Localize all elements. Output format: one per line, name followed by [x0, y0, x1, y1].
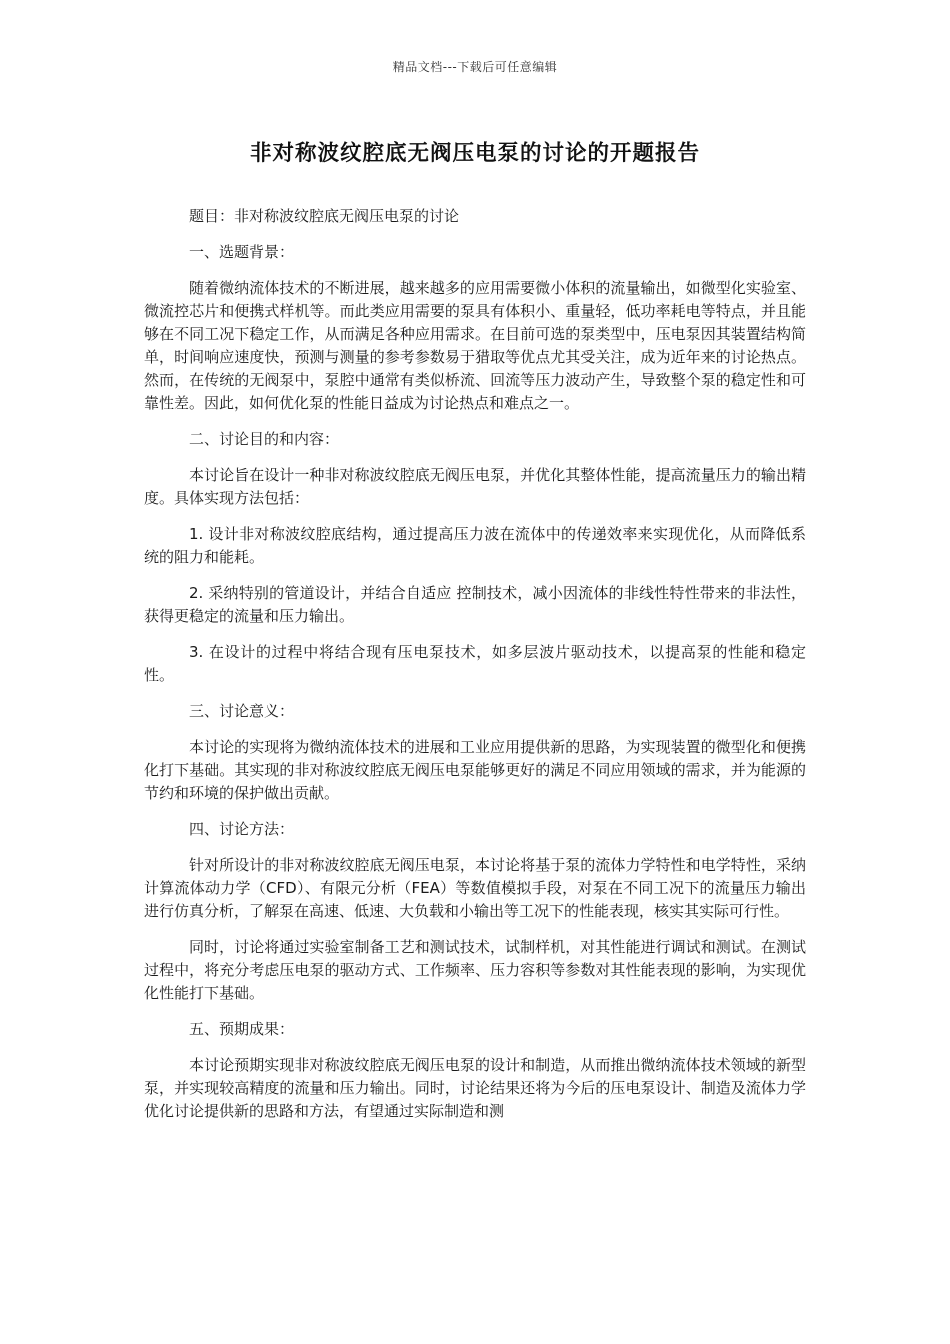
paragraph-background: 随着微纳流体技术的不断进展，越来越多的应用需要微小体积的流量输出，如微型化实验室、微流控芯片和便携式样机等。而此类应用需要的泵具有体积小、重量轻，低功率耗电等特点，并且能够在不同工况下稳定工作，从而满足各种应用需求。在目前可选的泵类型中，压电泵因其装置结构简单，时间响应速度快，预测与测量的参考参数易于猎取等优点尤其受关注，成为近年来的讨论热点。然而，在传统的无阀泵中，泵腔中通常有类似桥流、回流等压力波动产生，导致整个泵的稳定性和可靠性差。因此，如何优化泵的性能日益成为讨论热点和难点之一。 — [144, 279, 806, 412]
paragraph-methods-2: 同时，讨论将通过实验室制备工艺和测试技术，试制样机，对其性能进行调试和测试。在测试过程中，将充分考虑压电泵的驱动方式、工作频率、压力容积等参数对其性能表现的影响，为实现优化性能打下基础。 — [144, 938, 806, 1002]
section-heading-background: 一、选题背景： — [189, 243, 295, 261]
list-item-3: 3. 在设计的过程中将结合现有压电泵技术，如多层波片驱动技术，以提高泵的性能和稳定性。 — [144, 643, 806, 684]
topic-line: 题目：非对称波纹腔底无阀压电泵的讨论 — [189, 207, 460, 225]
paragraph-outcomes: 本讨论预期实现非对称波纹腔底无阀压电泵的设计和制造，从而推出微纳流体技术领域的新型泵，并实现较高精度的流量和压力输出。同时，讨论结果还将为今后的压电泵设计、制造及流体力学优化讨论提供新的思路和方法，有望通过实际制造和测 — [144, 1056, 806, 1120]
section-heading-purpose: 二、讨论目的和内容： — [189, 430, 340, 448]
list-item-1: 1. 设计非对称波纹腔底结构，通过提高压力波在流体中的传递效率来实现优化，从而降低系统的阻力和能耗。 — [144, 525, 806, 566]
section-heading-significance: 三、讨论意义： — [189, 702, 295, 720]
document-body — [144, 205, 806, 1136]
list-item-2: 2. 采纳特别的管道设计，并结合自适应 控制技术，减小因流体的非线性特性带来的非法性，获得更稳定的流量和压力输出。 — [144, 584, 806, 625]
document-title: 非对称波纹腔底无阀压电泵的讨论的开题报告 — [249, 141, 700, 166]
paragraph-significance: 本讨论的实现将为微纳流体技术的进展和工业应用提供新的思路，为实现装置的微型化和便携化打下基础。其实现的非对称波纹腔底无阀压电泵能够更好的满足不同应用领域的需求，并为能源的节约和环境的保护做出贡献。 — [144, 738, 806, 802]
section-heading-methods: 四、讨论方法： — [189, 820, 295, 838]
paragraph-methods-1: 针对所设计的非对称波纹腔底无阀压电泵，本讨论将基于泵的流体力学特性和电学特性，采纳计算流体动力学（CFD）、有限元分析（FEA）等数值模拟手段，对泵在不同工况下的流量压力输出进行仿真分析，了解泵在高速、低速、大负载和小输出等工况下的性能表现，核实其实际可行性。 — [144, 856, 806, 920]
paragraph-purpose: 本讨论旨在设计一种非对称波纹腔底无阀压电泵，并优化其整体性能，提高流量压力的输出精度。具体实现方法包括： — [144, 466, 806, 507]
header-note: 精品文档---下载后可任意编辑 — [392, 60, 558, 74]
section-heading-outcomes: 五、预期成果： — [189, 1020, 295, 1038]
